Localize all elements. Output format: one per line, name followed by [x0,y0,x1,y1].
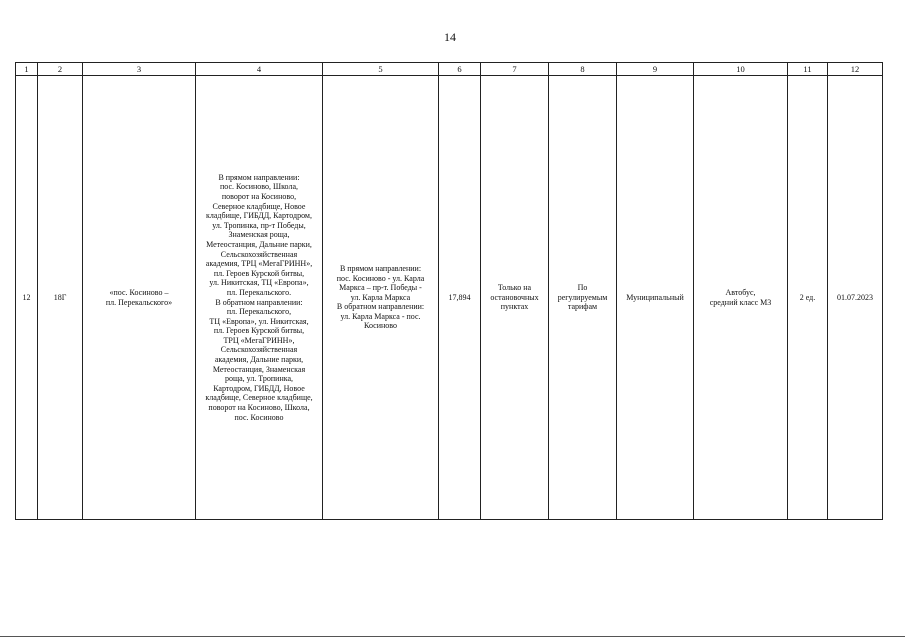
start-date-cell: 01.07.2023 [828,76,883,520]
carrier-type-cell: Муниципальный [617,76,694,520]
header-cell-7: 7 [481,63,549,76]
table-row [16,76,883,520]
streets-list-cell: В прямом направлении: пос. Косиново - ул. Карла Маркса – пр-т. Победы - ул. Карла Маркса В обратном направлении: ул. Карла Маркса - пос. Косиново [323,76,439,520]
page-bottom-rule [0,636,905,637]
header-cell-2: 2 [38,63,83,76]
route-table [15,62,883,520]
route-length-cell: 17,894 [439,76,481,520]
vehicle-class-cell: Автобус, средний класс М3 [694,76,788,520]
header-cell-9: 9 [617,63,694,76]
header-cell-4: 4 [196,63,323,76]
tariff-type-cell: По регулируемым тарифам [549,76,617,520]
header-cell-12: 12 [828,63,883,76]
header-row [16,63,883,76]
header-cell-6: 6 [439,63,481,76]
header-cell-1: 1 [16,63,38,76]
header-cell-5: 5 [323,63,439,76]
route-index-cell: 12 [16,76,38,520]
header-cell-10: 10 [694,63,788,76]
boarding-order-cell: Только на остановочных пунктах [481,76,549,520]
route-number-cell: 18Г [38,76,83,520]
page-number: 14 [444,30,456,44]
route-name-cell: «пос. Косиново – пл. Перекальского» [83,76,196,520]
header-cell-8: 8 [549,63,617,76]
stops-list-cell: В прямом направлении: пос. Косиново, Школа, поворот на Косиново, Северное кладбище, Новое кладбище, ГИБДД, Картодром, ул. Тропинка, пр-т Победы, Знаменская роща, Метеостанция, Дальние парки, Сельскохозяйственная академия, ТРЦ «МегаГРИНН», пл. Героев Курской битвы, ул. Никитская, ТЦ «Европа», пл. Перекальского. В обратном направлении: пл. Перекальского, ТЦ «Европа», ул. Никитская, пл. Героев Курской битвы, ТРЦ «МегаГРИНН», Сельскохозяйственная академия, Дальние парки, Метеостанция, Знаменская роща, ул. Тропинка, Картодром, ГИБДД, Новое кладбище, Северное кладбище, поворот на Косиново, Школа, пос. Косиново [196,76,323,520]
header-cell-11: 11 [788,63,828,76]
header-cell-3: 3 [83,63,196,76]
vehicle-count-cell: 2 ед. [788,76,828,520]
